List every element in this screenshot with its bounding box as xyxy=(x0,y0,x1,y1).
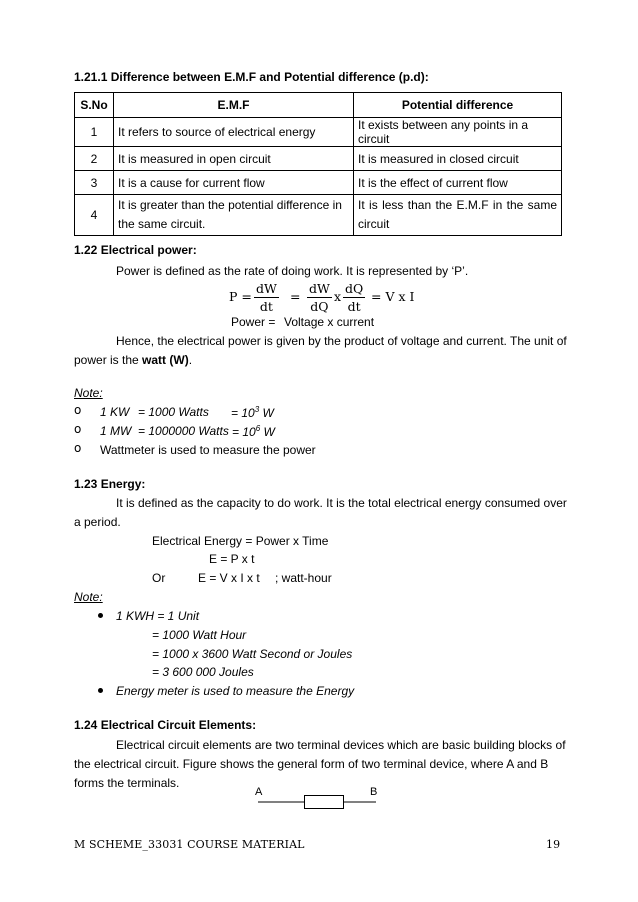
column-header-sno: S.No xyxy=(75,93,114,118)
column-header-emf: E.M.F xyxy=(114,93,354,118)
energy-formula-or: Or xyxy=(152,571,166,585)
fraction-dw-dt xyxy=(254,281,279,314)
fraction-dw-dq xyxy=(307,281,332,314)
table-row xyxy=(75,171,562,195)
unit-kwh-line: 1 KWH = 1 Unit xyxy=(116,609,200,623)
energy-formula-2: E = P x t xyxy=(209,552,255,566)
equation-rhs: = V x I xyxy=(371,289,415,304)
page-number: 19 xyxy=(546,838,561,851)
fraction-denominator: dt xyxy=(347,299,361,314)
conclusion-text: power is the xyxy=(74,353,139,367)
note-wattmeter: Wattmeter is used to measure the power xyxy=(100,443,316,457)
bullet-dot-icon xyxy=(98,613,103,618)
section-heading-1-21-1: 1.21.1 Difference between E.M.F and Potential difference (p.d): xyxy=(74,70,429,84)
equation-lhs: P = xyxy=(229,289,252,304)
column-header-pd: Potential difference xyxy=(354,93,562,118)
conclusion-period: . xyxy=(188,353,193,367)
unit-watt: watt (W) xyxy=(142,353,189,367)
power-formula-value: Voltage x current xyxy=(284,315,375,329)
times-sign: x xyxy=(334,289,342,304)
note-mw-power xyxy=(232,424,275,439)
terminal-b-label: B xyxy=(370,786,378,798)
emf-vs-pd-table xyxy=(74,92,562,236)
power-unit: W xyxy=(260,425,275,439)
power-note-label: Note: xyxy=(74,386,103,400)
unit-joules-line: = 3 600 000 Joules xyxy=(152,665,254,679)
power-conclusion-line-2 xyxy=(74,353,192,367)
cell-emf: It is greater than the potential difference in the same circuit. xyxy=(114,195,354,236)
cell-sno: 3 xyxy=(75,171,114,195)
section-heading-1-24: 1.24 Electrical Circuit Elements: xyxy=(74,718,257,732)
energy-formula-3: E = V x I x t xyxy=(198,571,260,585)
cell-sno: 1 xyxy=(75,118,114,147)
footer-course-label: M SCHEME_33031 COURSE MATERIAL xyxy=(74,838,305,851)
circuit-paragraph-line-3: forms the terminals. xyxy=(74,776,180,790)
cell-emf: It refers to source of electrical energy xyxy=(114,118,354,147)
fraction-denominator: dt xyxy=(259,299,273,314)
note-kw-watts: = 1000 Watts xyxy=(138,405,209,419)
power-formula-label: Power = xyxy=(231,315,276,329)
cell-pd: It exists between any points in a circuit xyxy=(354,118,562,147)
fraction-numerator: dQ xyxy=(345,281,364,296)
fraction-denominator: dQ xyxy=(310,299,329,314)
element-box xyxy=(305,796,344,809)
power-base: = 10 xyxy=(231,406,255,420)
fraction-dq-dt xyxy=(343,281,365,314)
note-kw-unit: 1 KW xyxy=(100,405,130,419)
cell-sno: 2 xyxy=(75,147,114,171)
power-unit: W xyxy=(259,406,274,420)
equals-sign: = xyxy=(290,289,301,304)
cell-pd: It is measured in closed circuit xyxy=(354,147,562,171)
cell-sno: 4 xyxy=(75,195,114,236)
note-mw-unit: 1 MW xyxy=(100,424,132,438)
note-mw-watts: = 1000000 Watts xyxy=(138,424,229,438)
circle-bullet-icon: o xyxy=(74,422,82,436)
energy-definition-line-2: a period. xyxy=(74,515,121,529)
two-terminal-device-diagram xyxy=(258,790,378,814)
circuit-paragraph-line-1: Electrical circuit elements are two terminal devices which are basic building blocks of xyxy=(116,738,566,752)
cell-pd: It is the effect of current flow xyxy=(354,171,562,195)
energy-meter-note: Energy meter is used to measure the Energy xyxy=(116,684,355,698)
section-heading-1-23: 1.23 Energy: xyxy=(74,477,146,491)
power-definition: Power is defined as the rate of doing work. It is represented by ‘P’. xyxy=(116,264,469,278)
bullet-dot-icon xyxy=(98,688,103,693)
fraction-numerator: dW xyxy=(309,281,330,296)
table-row xyxy=(75,147,562,171)
fraction-numerator: dW xyxy=(256,281,277,296)
note-kw-power xyxy=(231,405,274,420)
energy-formula-unit: ; watt-hour xyxy=(275,571,332,585)
circuit-paragraph-line-2: the electrical circuit. Figure shows the general form of two terminal device, where A and B xyxy=(74,757,549,771)
power-base: = 10 xyxy=(232,425,256,439)
table-header-row xyxy=(75,93,562,118)
terminal-a-label: A xyxy=(255,786,263,798)
circle-bullet-icon: o xyxy=(74,403,82,417)
cell-pd: It is less than the E.M.F in the same circuit xyxy=(354,195,562,236)
unit-watt-hour-line: = 1000 Watt Hour xyxy=(152,628,247,642)
unit-watt-second-line: = 1000 x 3600 Watt Second or Joules xyxy=(152,647,353,661)
cell-emf: It is a cause for current flow xyxy=(114,171,354,195)
table-row xyxy=(75,118,562,147)
power-exponent: 6 xyxy=(255,424,261,433)
circle-bullet-icon: o xyxy=(74,441,82,455)
table-row xyxy=(75,195,562,236)
energy-definition-line-1: It is defined as the capacity to do work. It is the total electrical energy consumed over xyxy=(116,496,567,510)
energy-formula-1: Electrical Energy = Power x Time xyxy=(152,534,329,548)
cell-emf: It is measured in open circuit xyxy=(114,147,354,171)
section-heading-1-22: 1.22 Electrical power: xyxy=(74,243,197,257)
power-exponent: 3 xyxy=(254,405,260,414)
energy-note-label: Note: xyxy=(74,590,103,604)
power-conclusion-line-1: Hence, the electrical power is given by the product of voltage and current. The unit of xyxy=(116,334,567,348)
